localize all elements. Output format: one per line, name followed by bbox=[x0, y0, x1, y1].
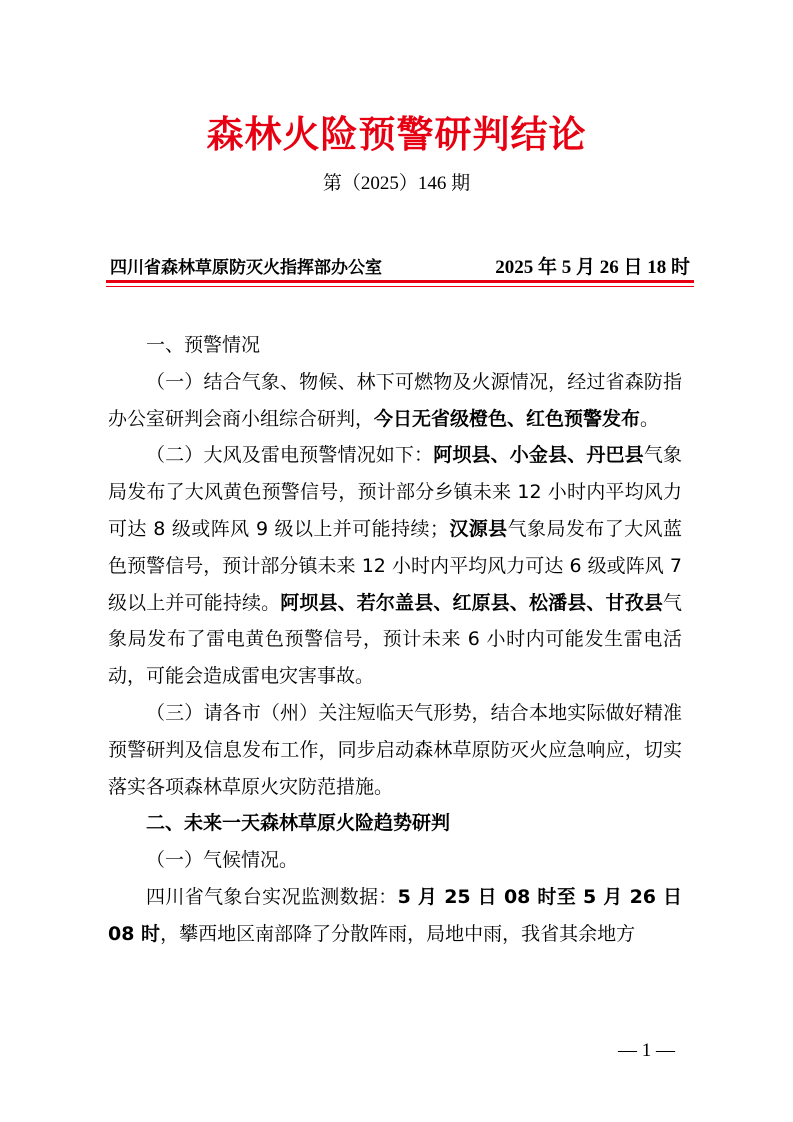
red-rule-thick bbox=[106, 280, 694, 283]
section-heading-2: 二、未来一天森林草原火险趋势研判 bbox=[146, 812, 451, 835]
document-title: 森林火险预警研判结论 bbox=[206, 112, 587, 156]
issue-number: 第（2025）146 期 bbox=[322, 173, 471, 194]
issue-date: 2025 年 5 月 26 日 18 时 bbox=[495, 257, 690, 278]
document-body bbox=[108, 327, 682, 953]
paragraph-2: （二）大风及雷电预警情况如下：阿坝县、小金县、丹巴县气象局发布了大风黄色预警信号，预计部分乡镇未来 12 小时内平均风力可达 8 级或阵风 9 级以上并可能持续；汉源县气象局发布了大风蓝色预警信号，预计部分镇未来 12 小时内平均风力可达 6 级或阵风 7 级以上并可能持续。阿坝县、若尔盖县、红原县、松潘县、甘孜县气象局发布了雷电黄色预警信号，预计未来 6 小时内可能发生雷电活动，可能会造成雷电灾害事故。 bbox=[108, 444, 682, 688]
issuing-office: 四川省森林草原防灭火指挥部办公室 bbox=[110, 258, 382, 278]
subheading-climate: （一）气候情况。 bbox=[146, 849, 299, 872]
paragraph-3: （三）请各市（州）关注短临天气形势，结合本地实际做好精准预警研判及信息发布工作，同步启动森林草原防灭火应急响应，切实落实各项森林草原火灾防范措施。 bbox=[108, 701, 682, 798]
paragraph-1: （一）结合气象、物候、林下可燃物及火源情况，经过省森防指办公室研判会商小组综合研判，今日无省级橙色、红色预警发布。 bbox=[108, 370, 682, 430]
red-rule-thin bbox=[106, 286, 694, 287]
paragraph-4: 四川省气象台实况监测数据：5 月 25 日 08 时至 5 月 26 日 08 时，攀西地区南部降了分散阵雨，局地中雨，我省其余地方 bbox=[108, 885, 682, 945]
page-number: — 1 — bbox=[618, 1040, 675, 1061]
section-heading-1: 一、预警情况 bbox=[146, 334, 261, 356]
issuer-row bbox=[110, 252, 690, 279]
